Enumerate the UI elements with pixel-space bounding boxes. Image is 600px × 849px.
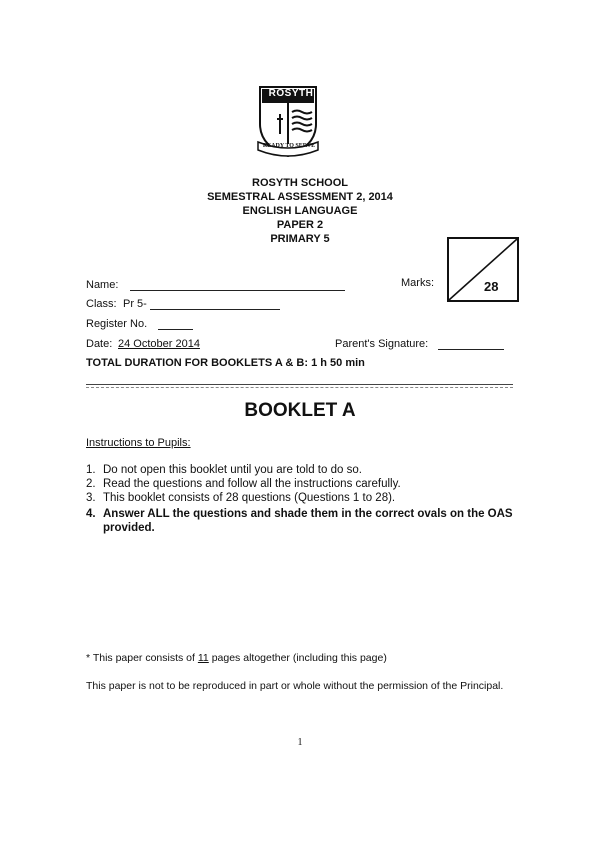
class-prefix: Pr 5- bbox=[123, 298, 147, 310]
instruction-item bbox=[86, 491, 526, 505]
instruction-text: Read the questions and follow all the instructions carefully. bbox=[103, 478, 401, 490]
date-value: 24 October 2014 bbox=[118, 338, 200, 350]
page-count-suffix: pages altogether (including this page) bbox=[211, 652, 387, 664]
page-count-prefix: * This paper consists of bbox=[86, 652, 195, 664]
date-label: Date: bbox=[86, 338, 113, 350]
crest-motto-text: READY TO SERVE bbox=[262, 143, 316, 149]
duration-label: TOTAL DURATION FOR BOOKLETS A & B: bbox=[86, 357, 309, 369]
page-count-value: 11 bbox=[197, 652, 209, 664]
duration-value: 1 h 50 min bbox=[311, 357, 365, 369]
name-label: Name: bbox=[86, 279, 119, 291]
marks-box[interactable] bbox=[447, 237, 519, 302]
instruction-text: This booklet consists of 28 questions (Questions 1 to 28). bbox=[103, 492, 396, 504]
class-label: Class: bbox=[86, 298, 117, 310]
level-title: PRIMARY 5 bbox=[270, 233, 330, 245]
class-field[interactable] bbox=[150, 309, 280, 310]
separator-rule bbox=[86, 384, 513, 385]
marks-diagonal bbox=[449, 239, 517, 300]
paper-title: PAPER 2 bbox=[276, 219, 324, 231]
booklet-title: BOOKLET A bbox=[244, 400, 356, 421]
instruction-text: Do not open this booklet until you are told to do so. bbox=[103, 464, 362, 476]
name-field[interactable] bbox=[130, 290, 345, 291]
instructions-title: Instructions to Pupils: bbox=[86, 437, 191, 449]
school-name: ROSYTH SCHOOL bbox=[252, 177, 348, 189]
marks-total: 28 bbox=[484, 279, 499, 294]
register-label: Register No. bbox=[86, 318, 148, 330]
page-count-note bbox=[86, 651, 516, 665]
instruction-item bbox=[86, 507, 526, 535]
instruction-number: 2. bbox=[86, 478, 96, 490]
crest-title-text: ROSYTH bbox=[268, 88, 314, 99]
instruction-number: 4. bbox=[86, 508, 96, 520]
instruction-number: 1. bbox=[86, 464, 96, 476]
subject-title: ENGLISH LANGUAGE bbox=[242, 205, 358, 217]
copyright-note: This paper is not to be reproduced in part or whole without the permission of the Principal. bbox=[86, 680, 504, 692]
marks-label: Marks: bbox=[401, 277, 434, 289]
instruction-item bbox=[86, 463, 526, 477]
instruction-item bbox=[86, 477, 526, 491]
instruction-text: Answer ALL the questions and shade them in the correct ovals on the OAS provided. bbox=[103, 508, 513, 534]
signature-field[interactable] bbox=[438, 349, 504, 350]
page-number: 1 bbox=[297, 737, 303, 748]
register-field[interactable] bbox=[158, 329, 193, 330]
signature-label: Parent's Signature: bbox=[335, 338, 429, 350]
duration-line bbox=[86, 357, 365, 369]
instruction-number: 3. bbox=[86, 492, 96, 504]
separator-rule-lower bbox=[86, 387, 513, 388]
assessment-title: SEMESTRAL ASSESSMENT 2, 2014 bbox=[207, 191, 393, 203]
